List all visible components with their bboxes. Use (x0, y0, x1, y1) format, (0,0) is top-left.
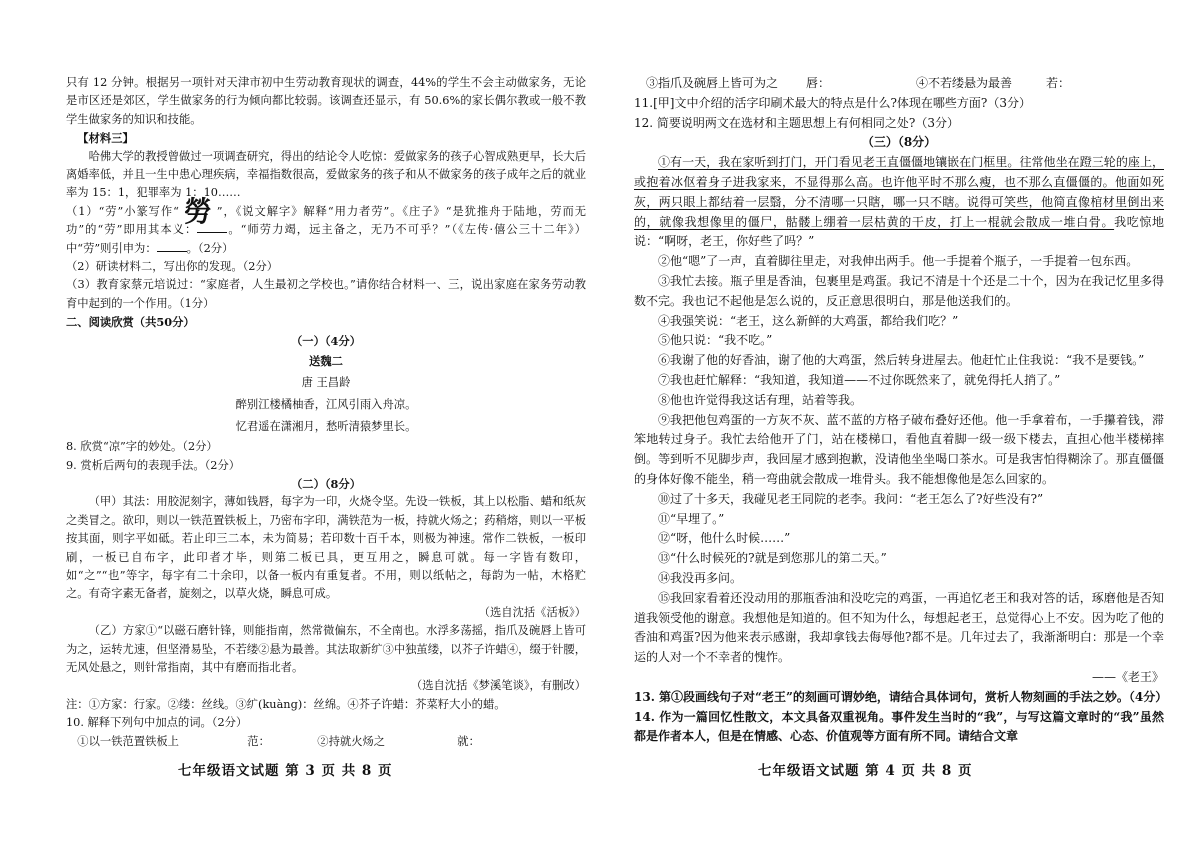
question-13: 13. 第①段画线句子对“老王”的刻画可谓妙绝，请结合具体词句，赏析人物刻画的手法之妙。（4分） (634, 689, 1168, 704)
question-1 (66, 194, 586, 258)
passage-yi-source: （选自沈括《梦溪笔谈》，有删改） (410, 679, 586, 693)
passage-para-3: ③我忙去接。瓶子里是香油，包裹里是鸡蛋。我记不清是十个还是二十个，因为在我记忆里多得数不完。我也记不起他是怎么说的，反正意思很明白，那是他送我们的。 (634, 273, 1164, 308)
annotations: 注：①方家：行家。②缕：丝线。③纩(kuàng)：丝绵。④芥子许蜡：芥菜籽大小的蜡。 (66, 697, 506, 711)
q10-item-4: ④不若缕悬为最善 (916, 76, 1013, 90)
question-12: 12. 简要说明两文在选材和主题思想上有何相同之处?（3分） (634, 115, 959, 130)
right-page-footer: 七年级语文试题 第 4 页 共 8 页 (758, 763, 973, 779)
passage-jia: （甲）其法：用胶泥刻字，薄如钱唇，每字为一印，火烧令坚。先设一铁板，其上以松脂、蜡和纸灰之类冒之。欲印，则以一铁范置铁板上，乃密布字印，满铁范为一板，持就火炀之；药稍熔，则以一平板按其面，则字平如砥。若止印三二本，未为简易；若印数十百千本，则极为神速。常作二铁板，一板印刷，一板已自布字，此印者才毕，则第二板已具，更互用之，瞬息可就。每一字皆有数印，如“之”“也”等字，每字有二十余印，以备一板内有重复者。不用，则以纸帖之，每韵为一帖，木格贮之。有奇字素无备者，旋刻之，以草火烧，瞬息可成。 (66, 495, 586, 601)
part2-title: （二）（8分） (291, 476, 361, 491)
q1-part1: （1）“劳”小篆写作“ (66, 204, 179, 218)
q10-item-2-word: 就： (457, 734, 480, 748)
passage-para-4: ④我强笑说：“老王，这么新鲜的大鸡蛋，都给我们吃？” (658, 313, 959, 328)
question-2: （2）研读材料二，写出你的发现。（2分） (66, 260, 279, 274)
left-page (66, 74, 586, 751)
question-14: 14. 作为一篇回忆性散文，本文具备双重视角。事件发生当时的“我”，与写这篇文章时的“我”虽然都是作者本人，但是在情感、心态、价值观等方面有所不同。请结合文章 (634, 709, 1164, 744)
q10-item-3-word: 唇： (806, 76, 831, 90)
part3-title: （三）（8分） (861, 135, 937, 150)
question-11: 11.[甲]文中介绍的活字印刷术最大的特点是什么?体现在哪些方面?（3分） (634, 95, 1031, 110)
answer-blank-2[interactable] (157, 251, 187, 252)
passage-para-12: ⑫“呀，他什么时候……” (658, 531, 791, 546)
right-page (634, 74, 1168, 747)
q10-item-1-word: 范： (247, 734, 270, 748)
passage-para-11: ⑪“早埋了。” (658, 511, 725, 526)
q1-part3: 。“师劳力竭，远主备之，无乃不可乎？”（《左传·僖公三十二年》）中“劳”则引申为： (66, 223, 586, 255)
passage-para-7: ⑦我也赶忙解释：“我知道，我知道——不过你既然来了，就免得托人捎了。” (658, 372, 1061, 387)
q10-item-4-word: 若： (1046, 76, 1071, 90)
q10-item-1: ①以一铁范置铁板上 (77, 734, 179, 748)
passage-jia-source: （选自沈括《活板》） (478, 605, 586, 619)
question-8: 8. 欣赏“凉”字的妙处。（2分） (66, 440, 218, 454)
passage-yi: （乙）方家①“以磁石磨针锋，则能指南，然常微偏东，不全南也。水浮多荡摇，指爪及碗唇上皆可为之，运转尤速，但坚滑易坠，不若缕②悬为最善。其法取新纩③中独茧缕，以芥子许蜡④，缀于针腰，无风处悬之，则针常指南，其中有磨而指北者。 (66, 624, 586, 674)
poem-line-2: 忆君遥在潇湘月，愁听清猿梦里长。 (235, 420, 417, 434)
passage-para-8: ⑧他也许觉得我这话有理，站着等我。 (658, 392, 863, 407)
passage-para-6: ⑥我谢了他的好香油，谢了他的大鸡蛋，然后转身进屋去。他赶忙止住我说：“我不是要钱。” (658, 353, 1145, 368)
underlined-sentence: ①有一天，我在家听到打门，开门看见老王直僵僵地镶嵌在门框里。往常他坐在蹬三轮的座上，或抱着冰伛着身子进我家来，不显得那么高。也许他平时不那么瘦，也不那么直僵僵的。他面如死灰，两只眼上都结着一层翳，分不清哪一只瞎，哪一只不瞎。说得可笑些，他简直像棺材里倒出来的，就像我想像里的僵尸，骷髅上绷着一层枯黄的干皮，打上一棍就会散成一堆白骨。 (634, 155, 1164, 229)
question-10-items (77, 733, 586, 751)
passage-para-1 (634, 153, 1164, 252)
q10-item-3: ③指爪及碗唇上皆可为之 (646, 76, 779, 90)
passage-para-2: ②他“嗯”了一声，直着脚往里走，对我伸出两手。他一手提着个瓶子，一手提着一包东西。 (658, 254, 1139, 269)
part1-title: （一）（4分） (291, 333, 361, 348)
answer-blank-1[interactable] (197, 232, 227, 233)
passage-source: ——《老王》 (1091, 669, 1164, 684)
material3-text: 哈佛大学的教授曾做过一项调查研究，得出的结论令人吃惊：爱做家务的孩子心智成熟更早，长大后离婚率低，并且一生中患心理疾病，幸福指数很高，爱做家务的孩子和从不做家务的孩子成年之后的就业率为 15：1，犯罪率为 1：10…… (66, 149, 586, 200)
passage-para-14: ⑭我没再多问。 (658, 570, 743, 585)
passage-para-9: ⑨我把他包鸡蛋的一方灰不灰、蓝不蓝的方格子破布叠好还他。他一手拿着布，一手攥着钱，滞笨地转过身子。我忙去给他开了门，站在楼梯口，看他直着脚一级一级下楼去，直担心他半楼梯摔倒。等到听不见脚步声，我回屋才感到抱歉，没请他坐坐喝口茶水。可是我害怕得糊涂了。那直僵僵的身体好像不能坐，稍一弯曲就会散成一堆骨头。我不能想像他是怎么回家的。 (634, 412, 1164, 486)
question-10: 10. 解释下列句中加点的词。（2分） (66, 716, 248, 730)
intro-paragraph: 只有 12 分钟。根据另一项针对天津市初中生劳动教育现状的调查，44%的学生不会主动做家务，无论是市区还是郊区，学生做家务的行为倾向都比较弱。该调查还显示，有 50.6%的家长偶尔教或一般不教学生做家务的知识和技能。 (66, 76, 586, 126)
poem-title: 送魏二 (309, 354, 343, 369)
q10-item-2: ②持就火炀之 (317, 734, 386, 748)
question-3: （3）教育家蔡元培说过：“家庭者，人生最初之学校也。”请你结合材料一、三，说出家庭在家务劳动教育中起到的一个作用。（1分） (66, 278, 586, 310)
q1-part4: 。（2分） (186, 241, 234, 255)
left-page-footer: 七年级语文试题 第 3 页 共 8 页 (178, 763, 393, 779)
poem-author: 唐 王昌龄 (301, 376, 351, 390)
passage-para-13: ⑬“什么时候死的?就是到您那儿的第二天。” (658, 551, 887, 566)
seal-script-lao-icon: 勞 (182, 194, 213, 228)
passage-para-5: ⑤他只说：“我不吃。” (658, 333, 773, 348)
section2-title: 二、阅读欣赏（共50分） (66, 315, 195, 330)
material3-title: 【材料三】 (77, 131, 134, 146)
poem-line-1: 醉别江楼橘柚香，江风引雨入舟凉。 (235, 398, 417, 412)
passage-para-10: ⑩过了十多天，我碰见老王同院的老李。我问：“老王怎么了?好些没有?” (658, 491, 1044, 506)
passage-para-15: ⑮我回家看着还没动用的那瓶香油和没吃完的鸡蛋，一再追忆老王和我对答的话，琢磨他是否知道我领受他的谢意。我想他是知道的。但不知为什么，每想起老王，总觉得心上不安。因为吃了他的香油和鸡蛋?因为他来表示感谢，我却拿钱去侮辱他?都不是。几年过去了，我渐渐明白：那是一个幸运的人对一个不幸者的愧怍。 (634, 590, 1164, 665)
question-10-items-cont (646, 74, 1164, 94)
q1-part2: ”，《说文解字》解释“用力者劳”。《庄子》“是犹推舟于陆地，劳而无功”的“劳”即用其本义： (66, 204, 586, 237)
question-9: 9. 赏析后两句的表现手法。（2分） (66, 458, 241, 472)
passage-para-1-rest: 我吃惊地说：“啊呀，老王，你好些了吗？” (634, 214, 1164, 249)
